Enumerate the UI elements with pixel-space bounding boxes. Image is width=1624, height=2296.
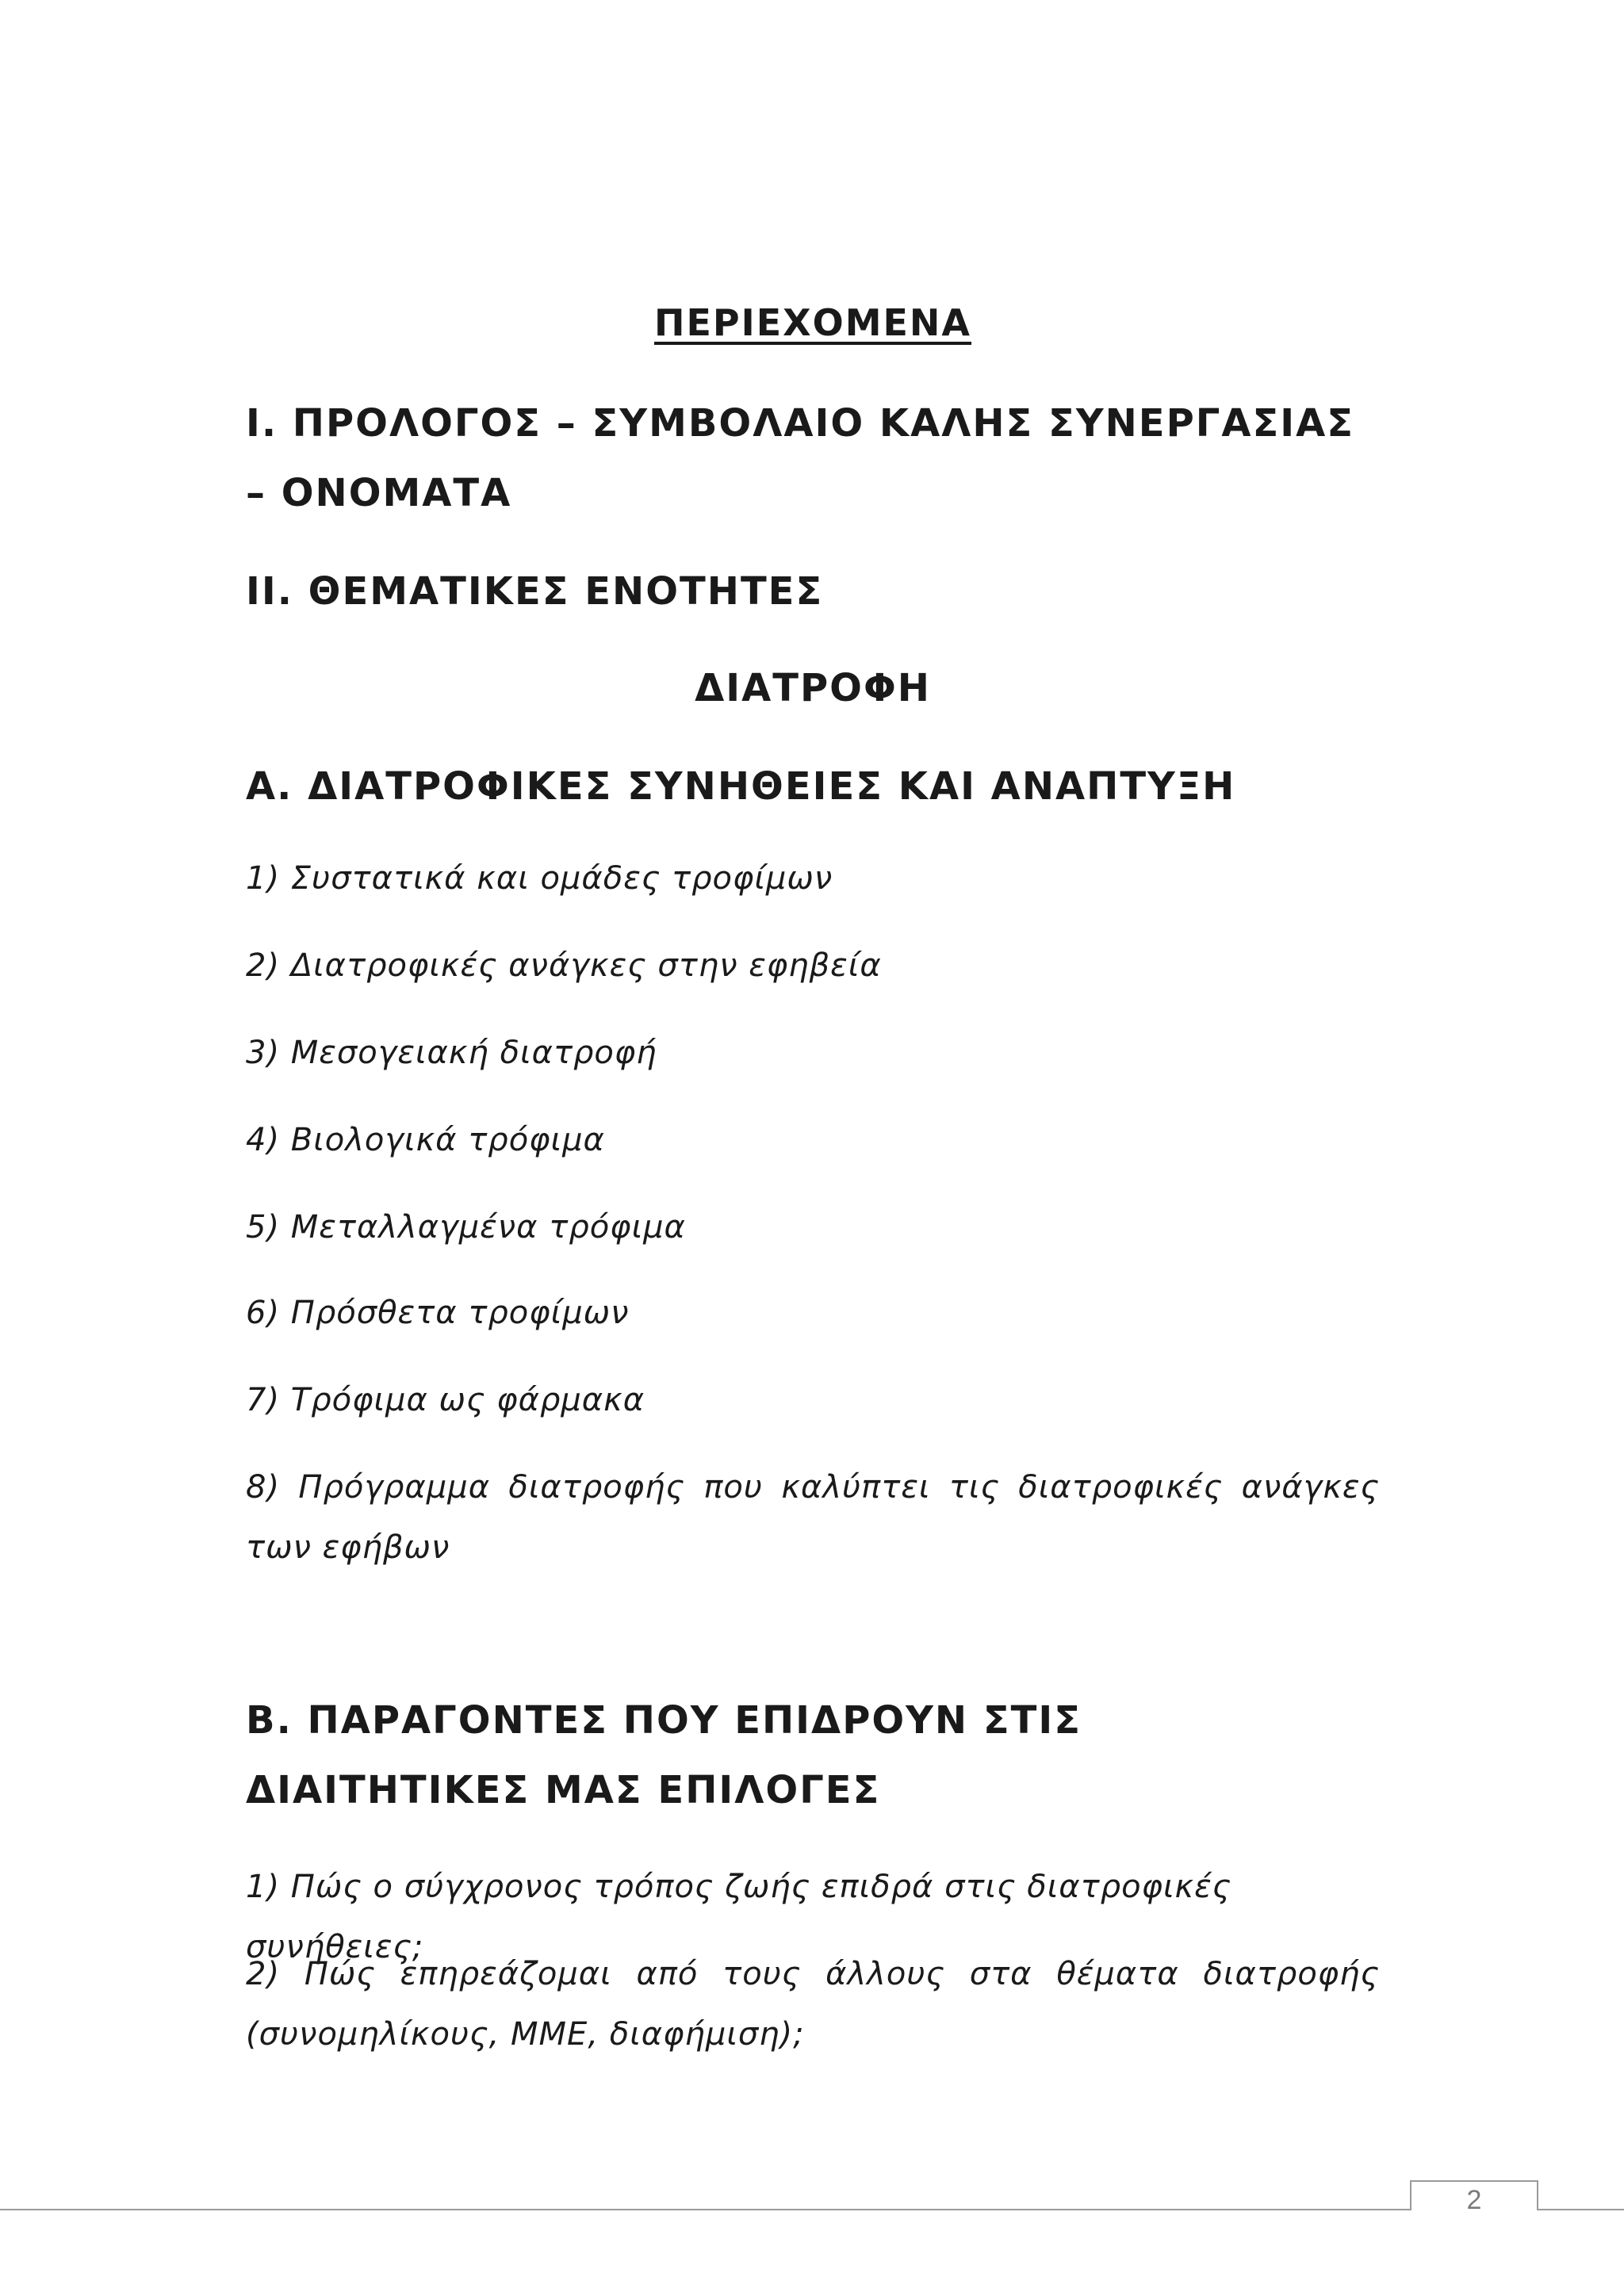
section-a-item-7: 7) Τρόφιμα ως φάρμακα: [246, 1382, 645, 1418]
toc-title: ΠΕΡΙΕΧΟΜΕΝΑ: [653, 301, 972, 344]
section-a-item-8: 8) Πρόγραμμα διατροφής που καλύπτει τις διατροφικές ανάγκες των εφήβων: [246, 1469, 1380, 1566]
prologue-heading: I. ΠΡΟΛΟΓΟΣ – ΣΥΜΒΟΛΑΙΟ ΚΑΛΗΣ ΣΥΝΕΡΓΑΣΙΑΣ – ΟΝΟΜΑΤΑ: [246, 401, 1355, 515]
section-a-item-4: 4) Βιολογικά τρόφιμα: [246, 1122, 605, 1158]
section-a-item-6: 6) Πρόσθετα τροφίμων: [246, 1295, 630, 1331]
footer-rule: [0, 2209, 1624, 2210]
section-b-heading: Β. ΠΑΡΑΓΟΝΤΕΣ ΠΟΥ ΕΠΙΔΡΟΥΝ ΣΤΙΣ ΔΙΑΙΤΗΤΙΚΕΣ ΜΑΣ ΕΠΙΛΟΓΕΣ: [246, 1698, 1082, 1812]
page-number: 2: [1466, 2185, 1482, 2215]
subject-heading: ΔΙΑΤΡΟΦΗ: [695, 666, 931, 710]
section-a-item-3: 3) Μεσογειακή διατροφή: [246, 1035, 657, 1071]
section-b-item-2: 2) Πώς επηρεάζομαι από τους άλλους στα θέματα διατροφής (συνομηλίκους, ΜΜΕ, διαφήμιση);: [246, 1956, 1380, 2053]
section-a-heading: Α. ΔΙΑΤΡΟΦΙΚΕΣ ΣΥΝΗΘΕΙΕΣ ΚΑΙ ΑΝΑΠΤΥΞΗ: [246, 764, 1236, 809]
thematic-units-heading: II. ΘΕΜΑΤΙΚΕΣ ΕΝΟΤΗΤΕΣ: [246, 569, 824, 614]
section-a-item-2: 2) Διατροφικές ανάγκες στην εφηβεία: [246, 947, 882, 984]
section-a-item-5: 5) Μεταλλαγμένα τρόφιμα: [246, 1209, 686, 1246]
section-b-item-1: 1) Πώς ο σύγχρονος τρόπος ζωής επιδρά στις διατροφικές συνήθειες;: [246, 1869, 1232, 1965]
section-a-item-1: 1) Συστατικά και ομάδες τροφίμων: [246, 860, 833, 897]
